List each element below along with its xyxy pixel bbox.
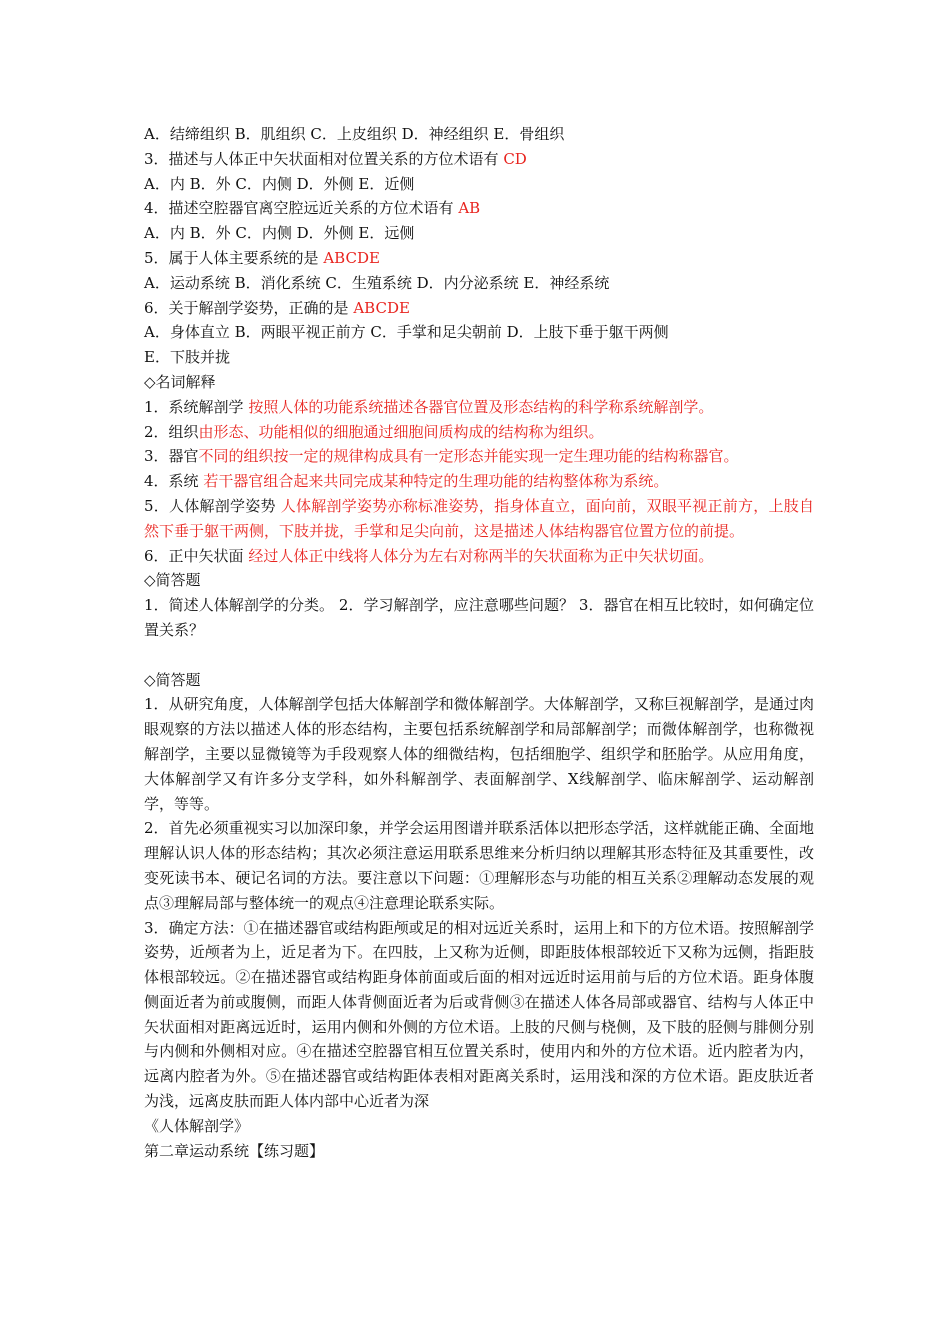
term-1 [144, 395, 814, 420]
answer-2: 2．首先必须重视实习以加深印象，并学会运用图谱并联系活体以把形态学活，这样就能正确、全面地理解认识人体的形态结构；其次必须注意运用联系思维来分析归纳以理解其形态特征及其重要性，改变死读书本、硬记名词的方法。要注意以下问题：①理解形态与功能的相互关系②理解动态发展的观点③理解局部与整体统一的观点④注意理论联系实际。 [144, 819, 814, 912]
term-5 [144, 494, 814, 544]
term-1-label: 1．系统解剖学 [144, 397, 249, 416]
book-title: 《人体解剖学》 [144, 1116, 250, 1135]
term-3-label: 3．器官 [144, 447, 199, 466]
term-2-definition: 由形态、功能相似的细胞通过细胞间质构成的结构称为组织。 [198, 422, 604, 441]
term-2 [144, 420, 814, 445]
term-1-definition: 按照人体的功能系统描述各器官位置及形态结构的科学称系统解剖学。 [248, 397, 714, 416]
q5-options: A．运动系统 B．消化系统 C．生殖系统 D．内分泌系统 E．神经系统 [144, 273, 610, 292]
term-3-definition: 不同的组织按一定的规律构成具有一定形态并能实现一定生理功能的结构称器官。 [198, 447, 739, 466]
term-6-definition: 经过人体正中线将人体分为左右对称两半的矢状面称为正中矢状切面。 [248, 546, 714, 565]
term-5-label: 5．人体解剖学姿势 [144, 496, 281, 515]
term-4 [144, 469, 814, 494]
term-2-label: 2．组织 [144, 422, 199, 441]
q6-options: A．身体直立 B．两眼平视正前方 C．手掌和足尖朝前 D．上肢下垂于躯干两侧 [144, 323, 669, 342]
q5-question [144, 246, 814, 271]
short-answers-heading: ◇简答题 [144, 670, 201, 689]
q3-options: A．内 B．外 C．内侧 D．外侧 E．近侧 [144, 174, 415, 193]
answer-3: 3．确定方法：①在描述器官或结构距颅或足的相对远近关系时，运用上和下的方位术语。按照解剖学姿势，近颅者为上，近足者为下。在四肢，上又称为近侧，即距肢体根部较近下又称为远侧，指距肢体根部较远。②在描述器官或结构距身体前面或后面的相对远近时运用前与后的方位术语。距身体腹侧面近者为前或腹侧，而距人体背侧面近者为后或背侧③在描述人体各局部或器官、结构与人体正中矢状面相对距离远近时，运用内侧和外侧的方位术语。上肢的尺侧与桡侧，及下肢的胫侧与腓侧分别与内侧和外侧相对应。④在描述空腔器官相互位置关系时，使用内和外的方位术语。近内腔者为内，远离内腔者为外。⑤在描述器官或结构距体表相对距离关系时，运用浅和深的方位术语。距皮肤近者为浅，远离皮肤而距人体内部中心近者为深 [144, 918, 814, 1111]
q3-question [144, 147, 814, 172]
q5-stem: 5．属于人体主要系统的是 [144, 248, 324, 267]
short-questions: 1．简述人体解剖学的分类。 2．学习解剖学，应注意哪些问题？ 3．器官在相互比较时，如何确定位置关系？ [144, 596, 814, 639]
term-6 [144, 544, 814, 569]
q6-option-e: E．下肢并拢 [144, 348, 230, 367]
term-6-label: 6．正中矢状面 [144, 546, 249, 565]
q3-stem: 3．描述与人体正中矢状面相对位置关系的方位术语有 [144, 149, 504, 168]
q5-answer: ABCDE [323, 248, 380, 267]
short-questions-heading: ◇简答题 [144, 571, 201, 590]
q6-answer: ABCDE [353, 298, 410, 317]
q4-options: A．内 B．外 C．内侧 D．外侧 E．远侧 [144, 224, 415, 243]
term-4-label: 4．系统 [144, 472, 204, 491]
chapter-title: 第二章运动系统【练习题】 [144, 1141, 325, 1160]
q6-stem: 6．关于解剖学姿势，正确的是 [144, 298, 354, 317]
terms-heading: ◇名词解释 [144, 372, 216, 391]
term-5-definition: 人体解剖学姿势亦称标准姿势，指身体直立，面向前，双眼平视正前方，上肢自然下垂于躯干两侧，下肢并拢，手掌和足尖向前，这是描述人体结构器官位置方位的前提。 [144, 496, 815, 540]
blank-line [144, 643, 814, 668]
q2-options: A．结缔组织 B．肌组织 C．上皮组织 D．神经组织 E．骨组织 [144, 125, 565, 143]
term-3 [144, 444, 814, 469]
q6-question [144, 296, 814, 321]
q4-stem: 4．描述空腔器官离空腔远近关系的方位术语有 [144, 199, 459, 218]
q3-answer: CD [503, 149, 527, 168]
term-4-definition: 若干器官组合起来共同完成某种特定的生理功能的结构整体称为系统。 [203, 472, 669, 491]
q4-answer: AB [458, 199, 481, 218]
answer-1: 1．从研究角度，人体解剖学包括大体解剖学和微体解剖学。大体解剖学，又称巨视解剖学，是通过肉眼观察的方法以描述人体的形态结构，主要包括系统解剖学和局部解剖学；而微体解剖学，也称微视解剖学，主要以显微镜等为手段观察人体的细微结构，包括细胞学、组织学和胚胎学。从应用角度，大体解剖学又有许多分支学科，如外科解剖学、表面解剖学、X线解剖学、临床解剖学、运动解剖学，等等。 [144, 695, 814, 813]
q4-question [144, 196, 814, 221]
document-page [144, 122, 814, 1163]
